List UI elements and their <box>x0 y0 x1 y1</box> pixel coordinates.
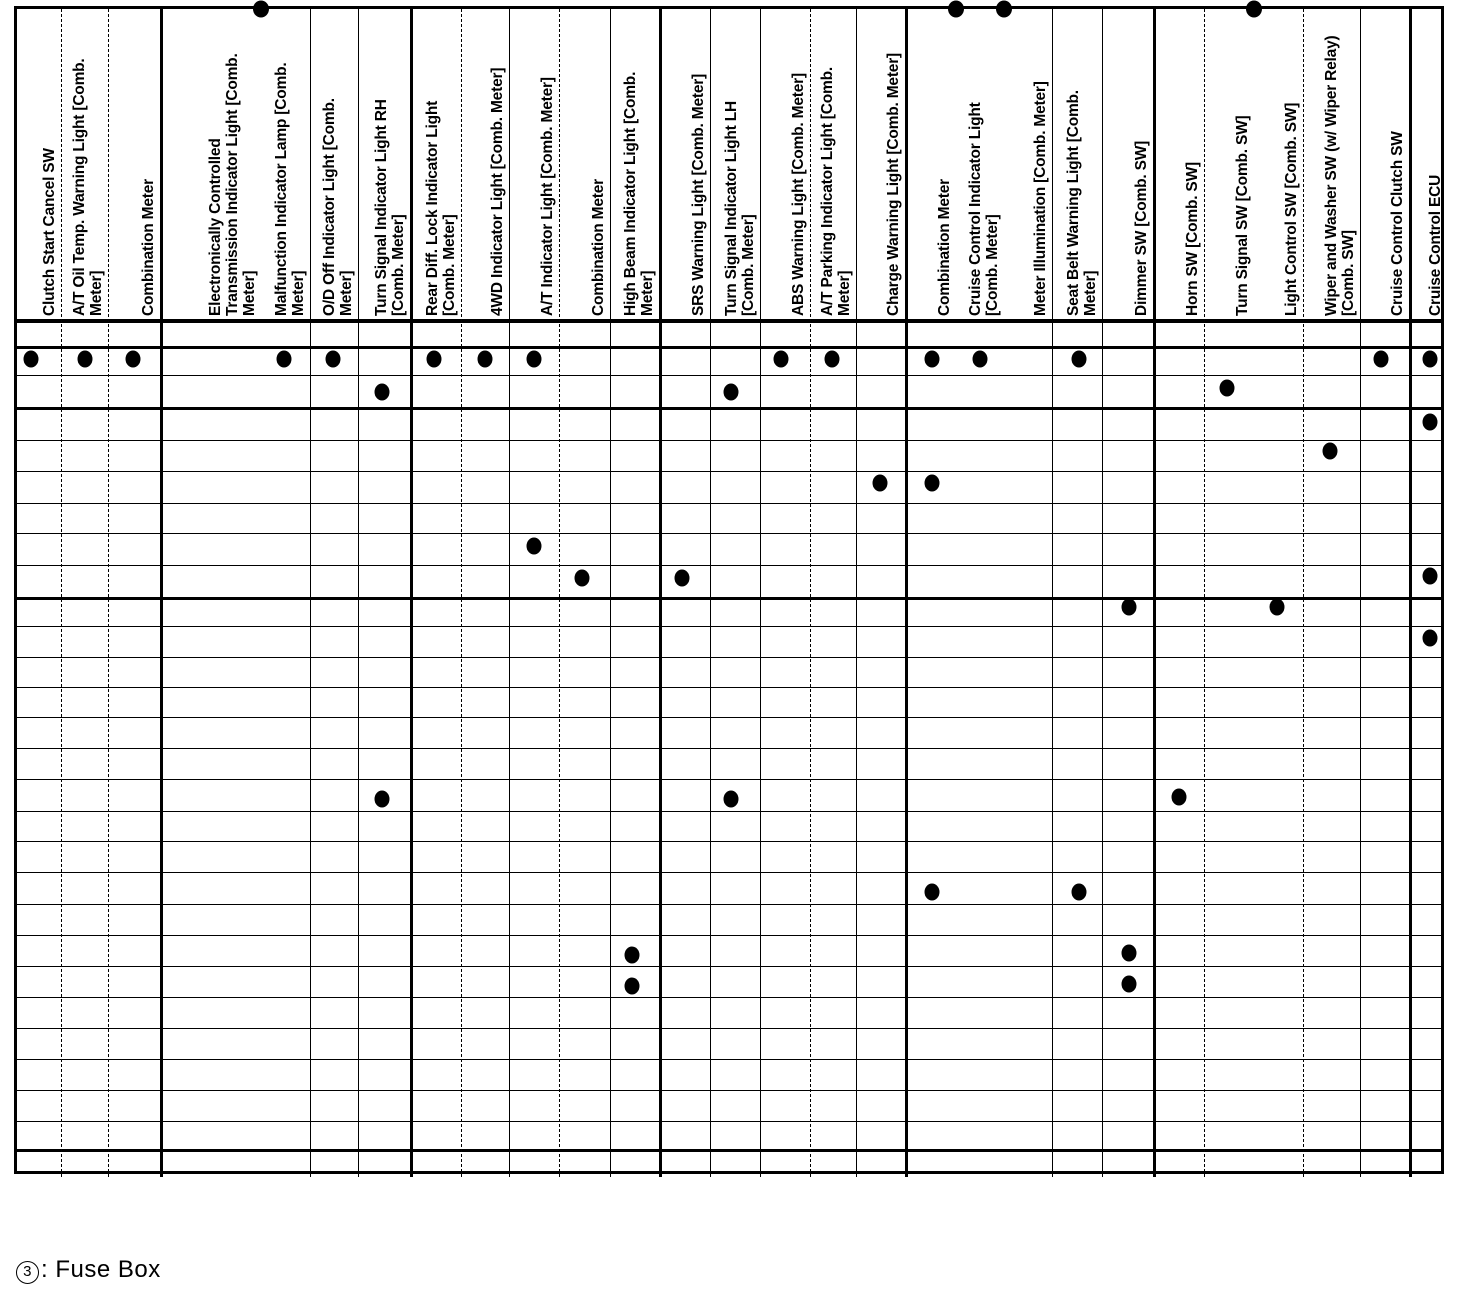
column-header-22 <box>1153 9 1204 322</box>
column-header-label: Clutch Start Cancel SW <box>41 148 58 316</box>
connection-dot <box>78 351 93 368</box>
connection-dot <box>375 384 390 401</box>
connection-dot <box>873 475 888 492</box>
connection-dot <box>1423 630 1438 647</box>
column-header-0 <box>17 9 61 322</box>
row-separator <box>17 503 1441 504</box>
connection-dot <box>1172 789 1187 806</box>
column-header-1 <box>61 9 108 322</box>
connection-dot <box>527 538 542 555</box>
column-header-label: A/T Oil Temp. Warning Light [Comb. Meter] <box>71 58 105 316</box>
connection-dot <box>575 570 590 587</box>
row-separator <box>17 346 1441 349</box>
column-header-5 <box>310 9 358 322</box>
column-header-label: Seat Belt Warning Light [Comb. Meter] <box>1065 90 1099 316</box>
row-separator <box>17 841 1441 842</box>
column-header-10 <box>559 9 610 322</box>
column-header-20 <box>1052 9 1102 322</box>
connection-dot <box>925 351 940 368</box>
connection-dot <box>925 475 940 492</box>
row-separator <box>17 779 1441 780</box>
column-header-label: O/D Off Indicator Light [Comb. Meter] <box>321 98 355 316</box>
row-separator <box>17 657 1441 658</box>
column-header-2 <box>108 9 160 322</box>
column-header-label: Charge Warning Light [Comb. Meter] <box>885 52 902 316</box>
column-header-13 <box>710 9 760 322</box>
column-header-17 <box>905 9 956 322</box>
row-separator <box>17 407 1441 410</box>
column-header-23 <box>1204 9 1254 322</box>
connection-dot <box>24 351 39 368</box>
column-header-14 <box>760 9 810 322</box>
column-header-label: Malfunction Indicator Lamp [Comb. Meter] <box>273 62 307 316</box>
connection-dot <box>774 351 789 368</box>
connection-dot <box>724 384 739 401</box>
row-separator <box>17 1149 1441 1152</box>
connection-dot <box>1423 351 1438 368</box>
row-separator <box>17 597 1441 600</box>
column-header-label: Turn Signal SW [Comb. SW] <box>1234 115 1251 316</box>
column-header-7 <box>410 9 461 322</box>
column-header-27 <box>1409 9 1447 322</box>
row-separator <box>17 322 1441 323</box>
legend-caption-text: : Fuse Box <box>41 1256 161 1283</box>
column-header-15 <box>810 9 856 322</box>
column-header-label: Meter Illumination [Comb. Meter] <box>1032 81 1049 316</box>
column-header-11 <box>610 9 659 322</box>
column-header-21 <box>1102 9 1153 322</box>
column-header-label: 4WD Indicator Light [Comb. Meter] <box>489 67 506 316</box>
column-header-18 <box>956 9 1004 322</box>
column-header-26 <box>1360 9 1409 322</box>
connection-dot <box>1220 380 1235 397</box>
connection-dot <box>675 570 690 587</box>
connection-dot <box>625 978 640 995</box>
row-separator <box>17 872 1441 873</box>
row-separator <box>17 687 1441 688</box>
row-separator <box>17 717 1441 718</box>
column-header-label: Turn Signal Indicator Light RH [Comb. Meter] <box>373 99 407 316</box>
column-header-label: High Beam Indicator Light [Comb. Meter] <box>622 71 656 316</box>
connection-dot <box>1072 884 1087 901</box>
row-separator <box>17 375 1441 376</box>
column-header-label: Horn SW [Comb. SW] <box>1184 162 1201 316</box>
column-header-label: Combination Meter <box>936 179 953 316</box>
row-separator <box>17 565 1441 566</box>
column-header-12 <box>659 9 710 322</box>
row-separator <box>17 966 1441 967</box>
row-separator <box>17 748 1441 749</box>
connection-dot <box>326 351 341 368</box>
row-separator <box>17 1059 1441 1060</box>
column-header-label: Wiper and Washer SW (w/ Wiper Relay) [Comb. SW] <box>1323 35 1357 316</box>
connection-dot <box>527 351 542 368</box>
column-header-3 <box>160 9 261 322</box>
column-header-9 <box>509 9 559 322</box>
row-separator <box>17 1121 1441 1122</box>
connection-dot <box>1122 945 1137 962</box>
row-separator <box>17 626 1441 627</box>
connection-dot <box>126 351 141 368</box>
row-separator <box>17 997 1441 998</box>
connection-dot <box>375 791 390 808</box>
column-header-label: Dimmer SW [Comb. SW] <box>1133 140 1150 316</box>
column-header-label: Turn Signal Indicator Light LH [Comb. Meter] <box>723 100 757 316</box>
row-separator <box>17 1028 1441 1029</box>
column-header-25 <box>1303 9 1360 322</box>
column-header-16 <box>856 9 905 322</box>
column-header-label: Combination Meter <box>590 179 607 316</box>
row-separator <box>17 811 1441 812</box>
row-separator <box>17 533 1441 534</box>
column-header-label: A/T Parking Indicator Light [Comb. Meter] <box>819 67 853 316</box>
column-header-19 <box>1004 9 1052 322</box>
row-separator <box>17 471 1441 472</box>
column-header-label: Cruise Control ECU <box>1427 174 1444 316</box>
connection-dot <box>1072 351 1087 368</box>
fuse-box-symbol-icon: 3 <box>16 1261 39 1284</box>
connection-dot <box>625 947 640 964</box>
connection-dot <box>1270 599 1285 616</box>
connection-dot <box>1122 599 1137 616</box>
connection-dot <box>973 351 988 368</box>
column-header-24 <box>1254 9 1303 322</box>
connection-dot <box>1423 568 1438 585</box>
connection-dot <box>478 351 493 368</box>
column-header-label: SRS Warning Light [Comb. Meter] <box>690 73 707 316</box>
column-header-label: A/T Indicator Light [Comb. Meter] <box>539 77 556 316</box>
connection-dot <box>1423 414 1438 431</box>
connection-dot <box>1323 443 1338 460</box>
row-separator <box>17 1090 1441 1091</box>
row-separator <box>17 904 1441 905</box>
column-header-label: Electronically Controlled Transmission Indicator Light [Comb. Meter] <box>207 53 258 316</box>
connection-dot <box>277 351 292 368</box>
column-header-label: Combination Meter <box>140 179 157 316</box>
connection-dot <box>427 351 442 368</box>
connection-dot <box>1122 976 1137 993</box>
column-header-6 <box>358 9 410 322</box>
column-header-label: Light Control SW [Comb. SW] <box>1283 102 1300 316</box>
column-header-label: Cruise Control Indicator Light [Comb. Meter] <box>967 102 1001 316</box>
connection-dot <box>825 351 840 368</box>
column-header-4 <box>261 9 310 322</box>
connection-dot <box>1374 351 1389 368</box>
legend-caption <box>16 1256 161 1284</box>
connection-dot <box>724 791 739 808</box>
column-header-8 <box>461 9 509 322</box>
column-header-label: Rear Diff. Lock Indicator Light [Comb. Meter] <box>424 100 458 316</box>
column-header-label: Cruise Control Clutch SW <box>1389 131 1406 316</box>
connection-matrix-table <box>14 6 1444 1174</box>
row-separator <box>17 440 1441 441</box>
column-header-label: ABS Warning Light [Comb. Meter] <box>790 73 807 316</box>
row-separator <box>17 935 1441 936</box>
connection-dot <box>925 884 940 901</box>
